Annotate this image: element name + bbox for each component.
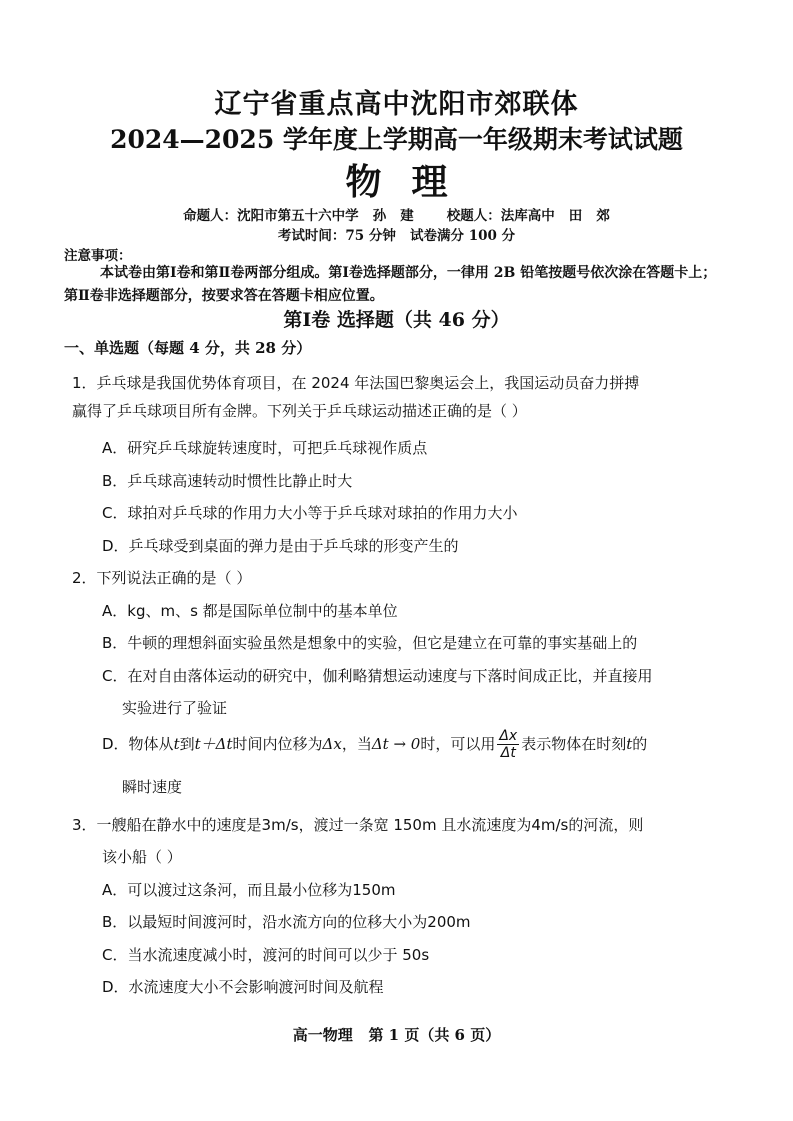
q2-d-text3: 时间内位移为 — [232, 735, 323, 753]
q2-stem: 2．下列说法正确的是（ ） — [72, 569, 252, 587]
q2-option-d-line1 — [102, 728, 647, 761]
q2-option-a: A．kg、m、s 都是国际单位制中的基本单位 — [102, 602, 398, 620]
q2-d-expr: t＋Δt — [194, 735, 233, 753]
q2-d-text4: ，当 — [341, 735, 372, 753]
q2-d-frac-num: Δx — [499, 728, 518, 744]
section-title: 第Ⅰ卷 选择题（共 46 分） — [283, 309, 510, 331]
q3-option-a: A．可以渡过这条河，而且最小位移为150m — [102, 881, 396, 899]
q2-d-text5: 时，可以用 — [420, 735, 496, 753]
q2-d-var-t: t — [173, 735, 180, 753]
q2-d-text7: 的 — [632, 735, 648, 753]
q1-stem-line2: 赢得了乒乓球项目所有金牌。下列关于乒乓球运动描述正确的是（ ） — [72, 402, 527, 420]
q2-option-c-line1: C．在对自由落体运动的研究中，伽利略猜想运动速度与下落时间成正比，并直接用 — [102, 667, 653, 685]
q2-d-text1: D．物体从 — [102, 735, 174, 753]
q2-d-var-t2: t — [626, 735, 633, 753]
q2-d-frac-den: Δt — [500, 745, 516, 761]
authors-line: 命题人：沈阳市第五十六中学 孙 建 校题人：法库高中 田 郊 — [183, 208, 610, 224]
exam-title-line1: 辽宁省重点高中沈阳市郊联体 — [214, 89, 579, 120]
q2-d-limit: Δt → 0 — [371, 735, 421, 753]
q3-option-d: D．水流速度大小不会影响渡河时间及航程 — [102, 978, 384, 996]
q1-option-d: D．乒乓球受到桌面的弹力是由于乒乓球的形变产生的 — [102, 537, 459, 555]
q2-option-d-line2: 瞬时速度 — [122, 778, 183, 796]
q3-stem-line2: 该小船（ ） — [102, 848, 182, 866]
exam-info-line: 考试时间：75 分钟 试卷满分 100 分 — [277, 228, 516, 244]
q2-option-c-line2: 实验进行了验证 — [122, 699, 228, 717]
q3-option-c: C．当水流速度减小时，渡河的时间可以少于 50s — [102, 946, 430, 964]
q2-option-b: B．牛顿的理想斜面实验虽然是想象中的实验，但它是建立在可靠的事实基础上的 — [102, 634, 638, 652]
q1-option-a: A．研究乒乓球旋转速度时，可把乒乓球视作质点 — [102, 439, 428, 457]
notice-body: 本试卷由第Ⅰ卷和第Ⅱ卷两部分组成。第Ⅰ卷选择题部分，一律用 2B 铅笔按题号依次涂在答题卡上；第Ⅱ卷非选择题部分，按要求答在答题卡相应位置。 — [64, 265, 717, 304]
q3-option-b: B．以最短时间渡河时，沿水流方向的位移大小为200m — [102, 913, 471, 931]
q2-d-dx: Δx — [322, 735, 342, 753]
q1-stem-line1: 1．乒乓球是我国优势体育项目，在 2024 年法国巴黎奥运会上，我国运动员奋力拼搏 — [72, 374, 640, 392]
q2-d-text2: 到 — [179, 735, 195, 753]
q1-option-b: B．乒乓球高速转动时惯性比静止时大 — [102, 472, 353, 490]
q1-option-c: C．球拍对乒乓球的作用力大小等于乒乓球对球拍的作用力大小 — [102, 504, 518, 522]
part-title: 一、单选题（每题 4 分，共 28 分） — [64, 339, 312, 357]
exam-title-line2: 2024—2025 学年度上学期高一年级期末考试试题 — [110, 125, 683, 154]
q3-stem-line1: 3．一艘船在静水中的速度是3m/s，渡过一条宽 150m 且水流速度为4m/s的河流，则 — [72, 816, 644, 834]
q2-d-fraction — [497, 728, 519, 761]
subject-title: 物理 — [345, 161, 478, 203]
notice-title: 注意事项： — [64, 248, 132, 264]
q2-d-text6: 表示物体在时刻 — [521, 735, 627, 753]
page-footer: 高一物理 第 1 页（共 6 页） — [292, 1026, 501, 1044]
